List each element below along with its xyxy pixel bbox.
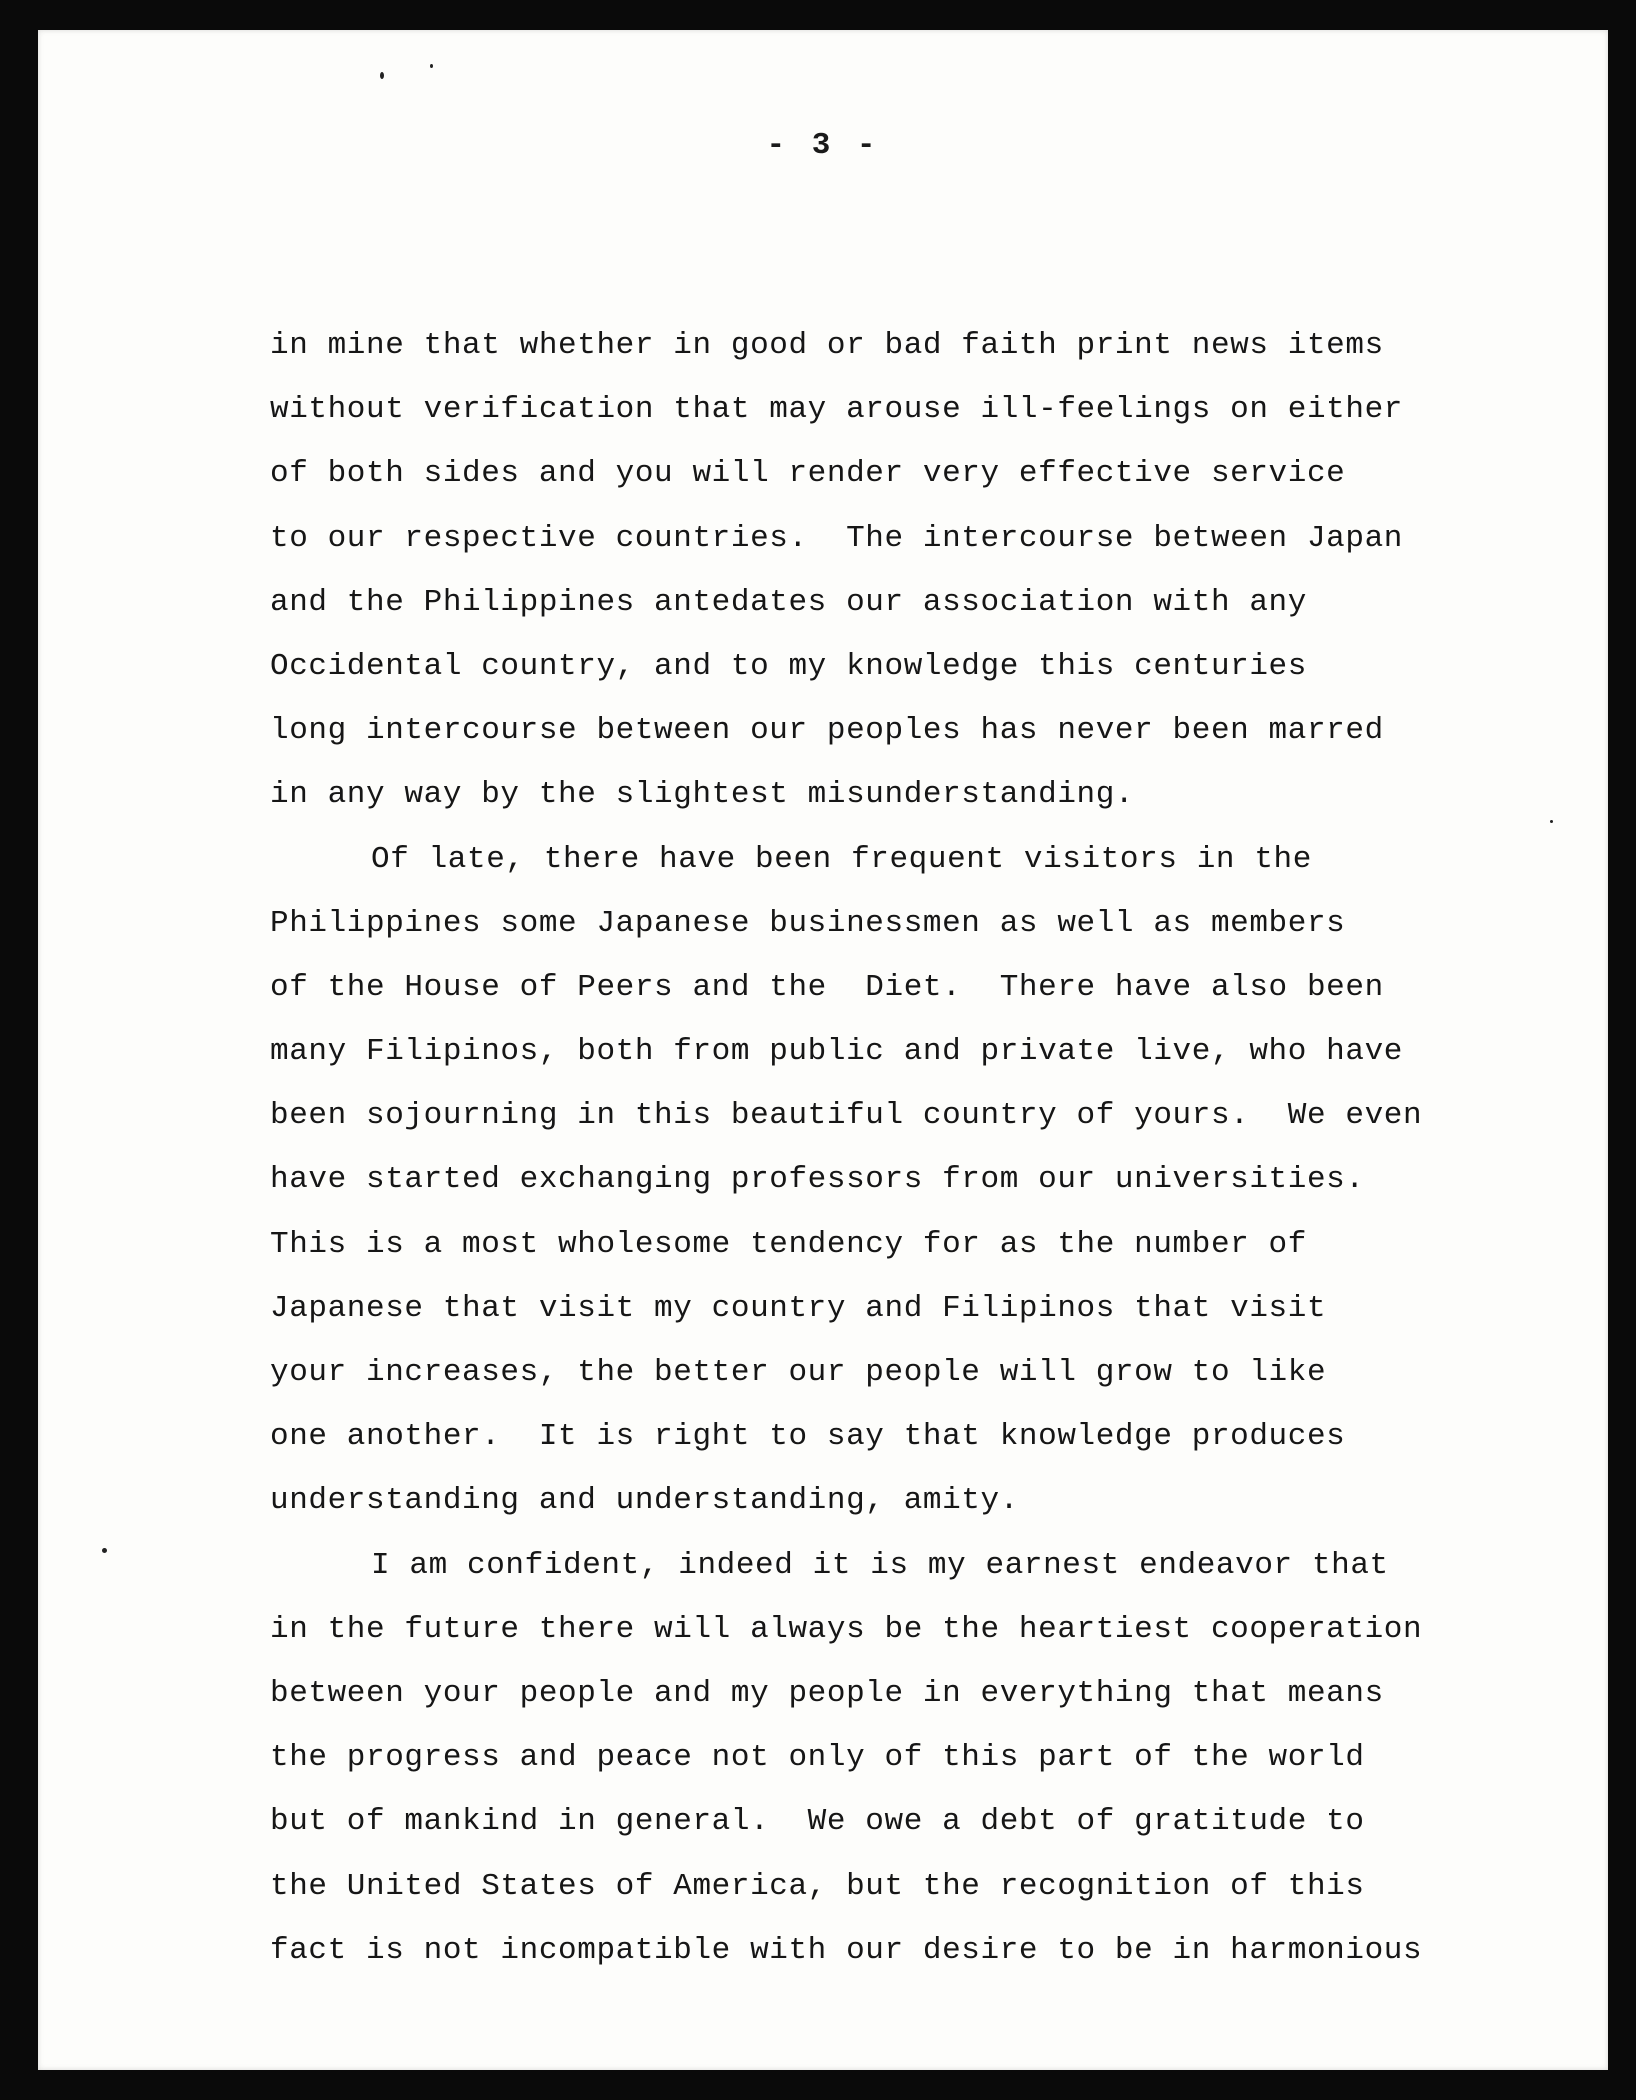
text-line: been sojourning in this beautiful country of yours. We even bbox=[270, 1098, 1423, 1134]
text-line: This is a most wholesome tendency for as the number of bbox=[270, 1226, 1307, 1262]
text-line: in mine that whether in good or bad faith print news items bbox=[270, 328, 1384, 363]
text-line: Japanese that visit my country and Filipinos that visit bbox=[270, 1290, 1327, 1326]
text-line: to our respective countries. The intercourse between Japan bbox=[270, 520, 1403, 556]
ink-speck bbox=[102, 1548, 107, 1553]
text-line: the United States of America, but the recognition of this bbox=[270, 1868, 1365, 1904]
text-line: Of late, there have been frequent visitors in the bbox=[371, 841, 1312, 877]
text-line: many Filipinos, both from public and private live, who have bbox=[270, 1034, 1403, 1070]
typed-page bbox=[38, 30, 1608, 2070]
text-line: fact is not incompatible with our desire to be in harmonious bbox=[270, 1932, 1423, 1968]
text-line: have started exchanging professors from our universities. bbox=[270, 1162, 1365, 1198]
text-line: in any way by the slightest misunderstanding. bbox=[270, 777, 1135, 813]
ink-speck bbox=[380, 72, 384, 79]
text-line: the progress and peace not only of this part of the world bbox=[270, 1740, 1365, 1776]
page-number: - 3 - bbox=[766, 128, 880, 163]
text-line: long intercourse between our peoples has never been marred bbox=[270, 713, 1384, 749]
text-line: and the Philippines antedates our association with any bbox=[270, 584, 1307, 620]
text-line: one another. It is right to say that knowledge produces bbox=[270, 1419, 1346, 1455]
ink-speck bbox=[1550, 820, 1553, 823]
text-line: of the House of Peers and the Diet. There have also been bbox=[270, 969, 1384, 1005]
body-text bbox=[270, 314, 1510, 1983]
text-line: understanding and understanding, amity. bbox=[270, 1483, 1019, 1519]
text-line: between your people and my people in everything that means bbox=[270, 1675, 1384, 1711]
text-line: Philippines some Japanese businessmen as well as members bbox=[270, 905, 1346, 941]
text-line: in the future there will always be the heartiest cooperation bbox=[270, 1611, 1423, 1647]
ink-speck bbox=[430, 64, 433, 68]
text-line: of both sides and you will render very effective service bbox=[270, 456, 1346, 492]
text-line: Occidental country, and to my knowledge this centuries bbox=[270, 648, 1307, 684]
text-line: I am confident, indeed it is my earnest endeavor that bbox=[371, 1547, 1389, 1583]
text-line: but of mankind in general. We owe a debt of gratitude to bbox=[270, 1804, 1365, 1840]
text-line: without verification that may arouse ill-feelings on either bbox=[270, 392, 1403, 428]
text-line: your increases, the better our people will grow to like bbox=[270, 1355, 1327, 1390]
